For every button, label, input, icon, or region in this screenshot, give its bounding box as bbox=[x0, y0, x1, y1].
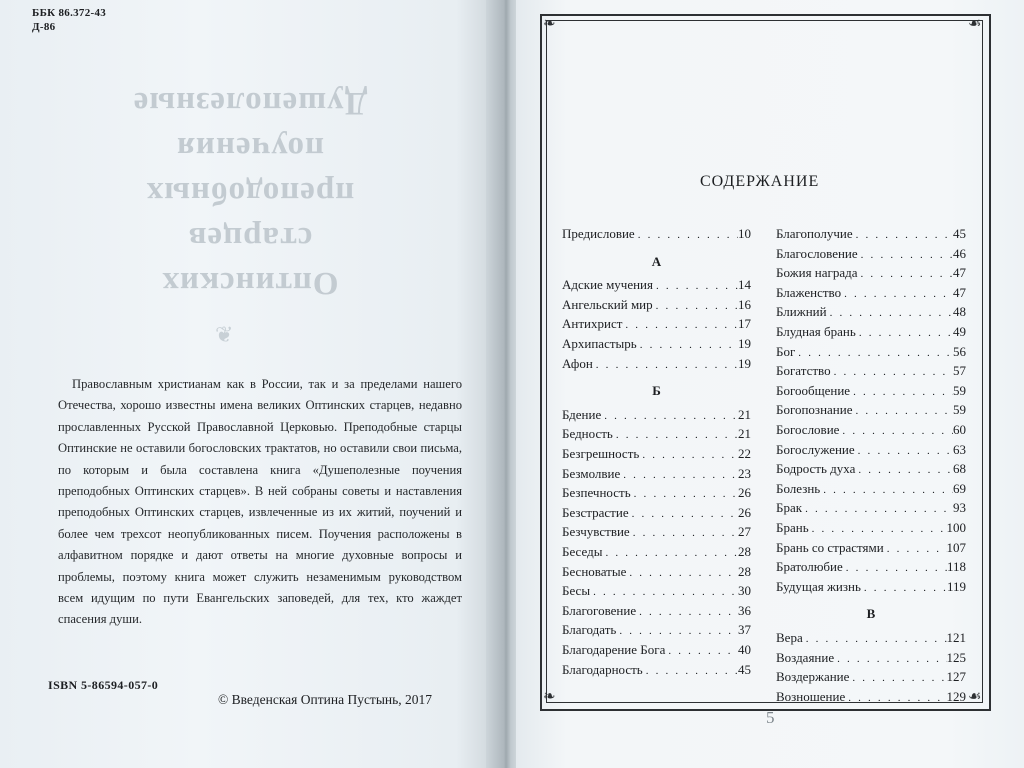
toc-entry-page: 23 bbox=[738, 465, 751, 481]
toc-entry-page: 49 bbox=[953, 324, 966, 339]
toc-leader-dots bbox=[861, 582, 947, 594]
toc-entry-label: Безчувствие bbox=[562, 524, 630, 540]
toc-leader-dots bbox=[852, 405, 953, 417]
toc-leader-dots bbox=[626, 567, 738, 579]
toc-entry-label: Богатство bbox=[776, 363, 831, 379]
corner-ornament-icon: ☙ bbox=[968, 689, 982, 705]
toc-leader-dots bbox=[843, 562, 947, 574]
toc-leader-dots bbox=[795, 347, 953, 359]
book-annotation: Православным христианам как в России, так и за пределами нашего Отечества, хорошо известны имена великих Оптинских старцев, недавно прославленных Русской Православной Церковью. Преподобные старцы Оптинские не оставили богословских трактатов, но оставили свои письма, по которым и была составлена книга «Душеполезные поучения преподобных Оптинских старцев». В ней собраны советы и наставления преподобных Оптинских старцев, извлеченные из их житий, поучений и более чем трехсот неопубликованных писем. Поучения расположены в алфавитном порядке и дают ответы на многие духовные вопросы и проблемы, поэтому книга может служить незаменимым руководством всем идущим по пути Евангельских заповедей, для тех, кто жаждет спасения души. bbox=[58, 377, 462, 627]
toc-entry[interactable] bbox=[562, 446, 751, 464]
toc-entry-label: Безпечность bbox=[562, 485, 631, 501]
toc-entry[interactable] bbox=[562, 297, 751, 315]
toc-entry[interactable] bbox=[562, 662, 751, 680]
toc-leader-dots bbox=[849, 672, 946, 684]
toc-entry-label: Братолюбие bbox=[776, 559, 843, 575]
toc-entry[interactable] bbox=[776, 689, 966, 707]
toc-entry-label: Брань со страстями bbox=[776, 539, 884, 555]
toc-entry-page: 119 bbox=[946, 578, 966, 594]
toc-entry-page: 46 bbox=[953, 245, 966, 261]
toc-entry[interactable] bbox=[776, 481, 966, 499]
toc-entry-page: 107 bbox=[946, 539, 966, 555]
toc-entry[interactable] bbox=[776, 630, 966, 648]
toc-entry[interactable] bbox=[562, 426, 751, 444]
toc-entry[interactable] bbox=[562, 583, 751, 601]
toc-entry[interactable] bbox=[562, 336, 751, 354]
toc-entry-page: 26 bbox=[738, 485, 751, 501]
toc-entry[interactable] bbox=[562, 642, 751, 660]
toc-entry-page: 59 bbox=[953, 382, 966, 398]
toc-entry-label: Благополучие bbox=[776, 226, 853, 241]
toc-entry[interactable] bbox=[562, 407, 751, 425]
toc-entry-page: 47 bbox=[953, 284, 966, 300]
toc-entry[interactable] bbox=[776, 344, 966, 362]
toc-entry-page: 17 bbox=[738, 316, 751, 332]
toc-entry[interactable] bbox=[562, 603, 751, 621]
toc-entry[interactable] bbox=[562, 277, 751, 295]
toc-entry-page: 47 bbox=[953, 265, 966, 281]
toc-entry[interactable] bbox=[776, 540, 966, 558]
toc-entry[interactable] bbox=[562, 226, 751, 244]
toc-entry[interactable] bbox=[776, 461, 966, 479]
toc-entry-label: Бдение bbox=[562, 406, 602, 422]
toc-entry-label: Брак bbox=[776, 500, 803, 516]
toc-entry-page: 28 bbox=[738, 544, 751, 559]
toc-entry-page: 125 bbox=[946, 649, 966, 665]
toc-entry[interactable] bbox=[776, 363, 966, 381]
toc-entry-page: 121 bbox=[946, 630, 966, 645]
toc-leader-dots bbox=[622, 319, 738, 331]
toc-entry-page: 26 bbox=[738, 504, 751, 520]
toc-entry[interactable] bbox=[776, 304, 966, 322]
toc-entry-label: Богопознание bbox=[776, 402, 853, 418]
toc-leader-dots bbox=[631, 488, 738, 500]
toc-entry-label: Блаженство bbox=[776, 284, 842, 300]
toc-leader-dots bbox=[802, 503, 953, 515]
toc-entry-label: Ближний bbox=[776, 304, 827, 320]
toc-entry-page: 27 bbox=[738, 524, 751, 540]
toc-entry-page: 45 bbox=[738, 661, 751, 677]
toc-entry-label: Богообщение bbox=[776, 382, 851, 398]
toc-entry-label: Возношение bbox=[776, 688, 846, 704]
toc-entry-page: 100 bbox=[946, 520, 966, 535]
toc-entry-label: Архипастырь bbox=[562, 336, 637, 351]
toc-leader-dots bbox=[630, 527, 738, 539]
toc-entry-label: Брань bbox=[776, 520, 809, 535]
toc-entry-label: Безмолвие bbox=[562, 465, 621, 481]
toc-entry[interactable] bbox=[776, 500, 966, 518]
toc-entry[interactable] bbox=[776, 226, 966, 244]
toc-leader-dots bbox=[643, 665, 738, 677]
toc-entry[interactable] bbox=[776, 669, 966, 687]
toc-entry[interactable] bbox=[562, 564, 751, 582]
toc-entry[interactable] bbox=[776, 383, 966, 401]
toc-leader-dots bbox=[834, 653, 946, 665]
toc-entry[interactable] bbox=[562, 544, 751, 562]
toc-entry-label: Предисловие bbox=[562, 226, 635, 241]
toc-leader-dots bbox=[884, 543, 947, 555]
toc-entry-page: 129 bbox=[946, 688, 966, 704]
toc-entry-page: 63 bbox=[953, 441, 966, 457]
copyright: © Введенская Оптина Пустынь, 2017 bbox=[218, 692, 433, 707]
toc-entry[interactable] bbox=[562, 485, 751, 503]
toc-entry-label: Благодарение Бога bbox=[562, 642, 666, 657]
toc-entry[interactable] bbox=[776, 559, 966, 577]
corner-ornament-icon: ❧ bbox=[543, 689, 556, 705]
author-mark: Д-86 bbox=[32, 21, 56, 33]
toc-entry[interactable] bbox=[776, 285, 966, 303]
show-through-ornament: ❦ bbox=[215, 322, 234, 347]
toc-section-letter: А bbox=[651, 253, 662, 269]
toc-leader-dots bbox=[602, 547, 738, 559]
toc-leader-dots bbox=[831, 366, 953, 378]
toc-leader-dots bbox=[858, 268, 953, 280]
toc-entry-label: Воздержание bbox=[776, 669, 850, 685]
toc-leader-dots bbox=[841, 288, 953, 300]
toc-entry-label: Беседы bbox=[562, 544, 603, 559]
toc-leader-dots bbox=[590, 586, 738, 598]
toc-entry-page: 19 bbox=[738, 336, 751, 351]
toc-entry-page: 16 bbox=[738, 296, 751, 312]
toc-entry-page: 48 bbox=[953, 304, 966, 320]
toc-entry-label: Безстрастие bbox=[562, 504, 629, 520]
toc-leader-dots bbox=[809, 523, 947, 535]
toc-entry[interactable] bbox=[562, 466, 751, 484]
toc-entry[interactable] bbox=[562, 356, 751, 374]
toc-entry-page: 30 bbox=[738, 583, 751, 599]
toc-leader-dots bbox=[613, 429, 738, 441]
toc-entry[interactable] bbox=[562, 622, 751, 640]
corner-ornament-icon: ☙ bbox=[968, 16, 982, 32]
toc-leader-dots bbox=[616, 625, 738, 637]
isbn: ISBN 5-86594-057-0 bbox=[48, 678, 159, 692]
toc-entry-label: Бесноватые bbox=[562, 563, 627, 579]
toc-entry[interactable] bbox=[776, 520, 966, 538]
toc-entry[interactable] bbox=[776, 442, 966, 460]
toc-leader-dots bbox=[858, 249, 953, 261]
toc-entry-page: 57 bbox=[953, 363, 966, 379]
toc-entry-page: 59 bbox=[953, 402, 966, 418]
toc-leader-dots bbox=[593, 359, 738, 371]
toc-entry[interactable] bbox=[776, 246, 966, 264]
toc-entry-page: 60 bbox=[953, 422, 966, 437]
toc-entry-page: 69 bbox=[953, 480, 966, 496]
toc-leader-dots bbox=[850, 386, 953, 398]
toc-leader-dots bbox=[636, 606, 738, 618]
toc-entry-label: Будущая жизнь bbox=[776, 578, 861, 594]
toc-entry-label: Бог bbox=[776, 343, 796, 359]
toc-leader-dots bbox=[637, 339, 738, 351]
toc-entry-page: 19 bbox=[738, 355, 751, 371]
toc-entry[interactable] bbox=[562, 524, 751, 542]
toc-leader-dots bbox=[856, 327, 953, 339]
toc-leader-dots bbox=[620, 469, 738, 481]
toc-entry-label: Антихрист bbox=[562, 316, 623, 332]
toc-entry-label: Афон bbox=[562, 355, 593, 371]
toc-leader-dots bbox=[639, 449, 738, 461]
toc-entry-page: 28 bbox=[738, 563, 751, 579]
toc-leader-dots bbox=[803, 633, 947, 645]
toc-entry-label: Божия награда bbox=[776, 265, 858, 281]
toc-leader-dots bbox=[653, 300, 738, 312]
toc-section-letter: В bbox=[866, 606, 876, 622]
toc-leader-dots bbox=[827, 307, 953, 319]
toc-entry-page: 21 bbox=[738, 426, 751, 442]
toc-entry-page: 14 bbox=[738, 277, 751, 293]
page-number: 5 bbox=[766, 708, 775, 727]
toc-entry-page: 10 bbox=[738, 226, 751, 241]
toc-entry-page: 37 bbox=[738, 622, 751, 638]
toc-entry-page: 22 bbox=[738, 446, 751, 461]
toc-entry[interactable] bbox=[562, 505, 751, 523]
toc-entry[interactable] bbox=[776, 579, 966, 597]
toc-entry-page: 45 bbox=[953, 226, 966, 241]
toc-leader-dots bbox=[855, 464, 953, 476]
toc-entry-label: Воздаяние bbox=[776, 649, 835, 665]
bbk-code bbox=[32, 6, 106, 34]
toc-entry[interactable] bbox=[776, 324, 966, 342]
bbk-line: ББК 86.372-43 bbox=[32, 7, 107, 19]
toc-entry-label: Ангельский мир bbox=[562, 296, 653, 312]
toc-entry-label: Богословие bbox=[776, 422, 840, 437]
toc-entry-label: Вера bbox=[776, 630, 803, 645]
toc-entry-label: Благодать bbox=[562, 622, 617, 638]
toc-entry-page: 21 bbox=[738, 406, 751, 422]
toc-entry-label: Благословение bbox=[776, 245, 858, 261]
toc-leader-dots bbox=[839, 425, 953, 437]
toc-entry-page: 68 bbox=[953, 461, 966, 477]
toc-entry-page: 56 bbox=[953, 343, 966, 359]
toc-entry-page: 40 bbox=[738, 642, 751, 657]
toc-entry[interactable] bbox=[776, 650, 966, 668]
toc-entry-label: Богослужение bbox=[776, 441, 855, 457]
toc-leader-dots bbox=[601, 410, 738, 422]
toc-leader-dots bbox=[853, 229, 953, 241]
toc-leader-dots bbox=[653, 280, 738, 292]
toc-leader-dots bbox=[635, 229, 738, 241]
corner-ornament-icon: ❧ bbox=[543, 16, 556, 32]
toc-title: СОДЕРЖАНИЕ bbox=[700, 173, 820, 190]
toc-entry-label: Безгрешность bbox=[562, 446, 640, 461]
toc-leader-dots bbox=[629, 508, 738, 520]
toc-entry-label: Благодарность bbox=[562, 661, 643, 677]
show-through-title: Оптинских старцев преподобных поучения Душеполезные bbox=[132, 85, 368, 301]
toc-leader-dots bbox=[820, 484, 953, 496]
toc-entry-label: Бедность bbox=[562, 426, 613, 442]
toc-entry-page: 118 bbox=[946, 559, 966, 575]
toc-entry-page: 36 bbox=[738, 602, 751, 618]
toc-entry-label: Болезнь bbox=[776, 480, 821, 496]
toc-entry-label: Бодрость духа bbox=[776, 461, 856, 477]
toc-leader-dots bbox=[855, 445, 953, 457]
toc-entry-label: Бесы bbox=[562, 583, 591, 599]
toc-entry-label: Благоговение bbox=[562, 602, 637, 618]
toc-entry-label: Адские мучения bbox=[562, 277, 653, 293]
toc-section-letter: Б bbox=[652, 383, 661, 399]
left-page bbox=[0, 0, 496, 768]
toc-entry-label: Блудная брань bbox=[776, 324, 856, 339]
toc-entry[interactable] bbox=[776, 402, 966, 420]
toc-entry[interactable] bbox=[776, 265, 966, 283]
toc-entry-page: 127 bbox=[946, 669, 966, 685]
toc-leader-dots bbox=[665, 645, 738, 657]
toc-entry-page: 93 bbox=[953, 500, 966, 516]
toc-leader-dots bbox=[845, 692, 946, 704]
toc-entry[interactable] bbox=[562, 316, 751, 334]
toc-entry[interactable] bbox=[776, 422, 966, 440]
